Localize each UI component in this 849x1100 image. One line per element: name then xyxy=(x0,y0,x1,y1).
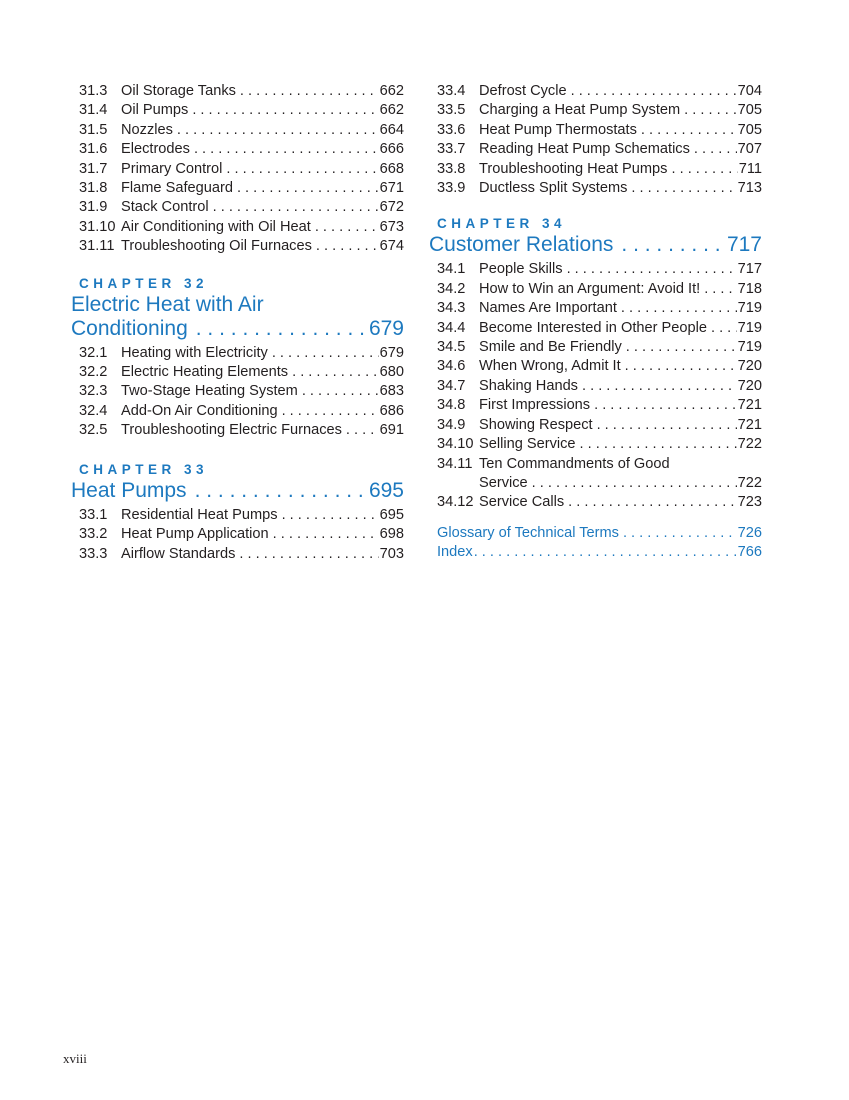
toc-entry[interactable]: 33.2 Heat Pump Application . . . 698 xyxy=(79,525,404,544)
toc-entry[interactable]: 32.5 Troubleshooting Electric Furnaces . . . 691 xyxy=(79,421,404,440)
toc-entry[interactable]: 34.3 Names Are Important . . . 719 xyxy=(437,299,762,318)
toc-entry[interactable]: 33.5 Charging a Heat Pump System . . . 705 xyxy=(437,101,762,120)
chapter-title[interactable]: Customer Relations . . . 717 xyxy=(429,233,762,257)
toc-left-column xyxy=(71,82,404,564)
chapter-title[interactable]: Electric Heat with Air Conditioning . . . 679 xyxy=(71,293,404,341)
toc-entry[interactable]: 31.8 Flame Safeguard . . . 671 xyxy=(79,179,404,198)
toc-entry[interactable]: 31.9 Stack Control . . . 672 xyxy=(79,198,404,217)
chapter-label: CHAPTER 34 xyxy=(437,216,567,232)
toc-entry[interactable]: 34.7 Shaking Hands . . . 720 xyxy=(437,377,762,396)
chapter-title[interactable]: Heat Pumps . . . 695 xyxy=(71,479,404,503)
toc-entry[interactable]: 31.7 Primary Control . . . 668 xyxy=(79,160,404,179)
toc-entry[interactable]: 34.9 Showing Respect . . . 721 xyxy=(437,416,762,435)
toc-entry[interactable]: 34.4 Become Interested in Other People . . . 719 xyxy=(437,319,762,338)
toc-entry[interactable]: 33.1 Residential Heat Pumps . . . 695 xyxy=(79,506,404,525)
chapter31-entries xyxy=(79,82,404,257)
back-matter xyxy=(437,524,762,563)
toc-entry[interactable]: 34.6 When Wrong, Admit It . . . 720 xyxy=(437,357,762,376)
chapter34-entries xyxy=(437,260,762,512)
page-folio: xviii xyxy=(63,1051,87,1066)
toc-right-column xyxy=(429,82,762,563)
toc-entry[interactable]: 33.9 Ductless Split Systems . . . 713 xyxy=(437,179,762,198)
toc-entry[interactable]: 34.12 Service Calls . . . 723 xyxy=(437,493,762,512)
toc-entry[interactable]: 33.6 Heat Pump Thermostats . . . 705 xyxy=(437,121,762,140)
toc-entry[interactable]: 34.11 Ten Commandments of Good Service . . . 722 xyxy=(437,455,762,494)
toc-entry[interactable]: 33.8 Troubleshooting Heat Pumps . . . 711 xyxy=(437,160,762,179)
toc-entry[interactable]: 32.1 Heating with Electricity . . . 679 xyxy=(79,344,404,363)
toc-entry[interactable]: 34.2 How to Win an Argument: Avoid It! . . . 718 xyxy=(437,280,762,299)
chapter33-entries xyxy=(79,506,404,564)
toc-entry[interactable]: 33.7 Reading Heat Pump Schematics . . . 707 xyxy=(437,140,762,159)
toc-entry[interactable]: 34.10 Selling Service . . . 722 xyxy=(437,435,762,454)
toc-entry[interactable]: 32.3 Two-Stage Heating System . . . 683 xyxy=(79,382,404,401)
chapter32-entries xyxy=(79,344,404,441)
toc-entry[interactable]: 31.6 Electrodes . . . 666 xyxy=(79,140,404,159)
toc-entry[interactable]: 34.8 First Impressions . . . 721 xyxy=(437,396,762,415)
chapter-label: CHAPTER 33 xyxy=(79,461,209,477)
chapter-label: CHAPTER 32 xyxy=(79,275,209,291)
toc-entry[interactable]: 33.4 Defrost Cycle . . . 704 xyxy=(437,82,762,101)
glossary-link[interactable]: Glossary of Technical Terms . . . 726 xyxy=(437,524,762,543)
chapter33-continued-entries xyxy=(437,82,762,198)
toc-entry[interactable]: 32.4 Add-On Air Conditioning . . . 686 xyxy=(79,402,404,421)
toc-entry[interactable]: 32.2 Electric Heating Elements . . . 680 xyxy=(79,363,404,382)
toc-entry[interactable]: 33.3 Airflow Standards . . . 703 xyxy=(79,545,404,564)
toc-entry[interactable]: 31.4 Oil Pumps . . . 662 xyxy=(79,101,404,120)
toc-entry[interactable]: 31.3 Oil Storage Tanks . . . 662 xyxy=(79,82,404,101)
toc-entry[interactable]: 34.1 People Skills . . . 717 xyxy=(437,260,762,279)
toc-entry[interactable]: 34.5 Smile and Be Friendly . . . 719 xyxy=(437,338,762,357)
toc-entry[interactable]: 31.5 Nozzles . . . 664 xyxy=(79,121,404,140)
toc-entry[interactable]: 31.10 Air Conditioning with Oil Heat . . . 673 xyxy=(79,218,404,237)
index-link[interactable]: Index . . . 766 xyxy=(437,543,762,562)
toc-entry[interactable]: 31.11 Troubleshooting Oil Furnaces . . . 674 xyxy=(79,237,404,256)
